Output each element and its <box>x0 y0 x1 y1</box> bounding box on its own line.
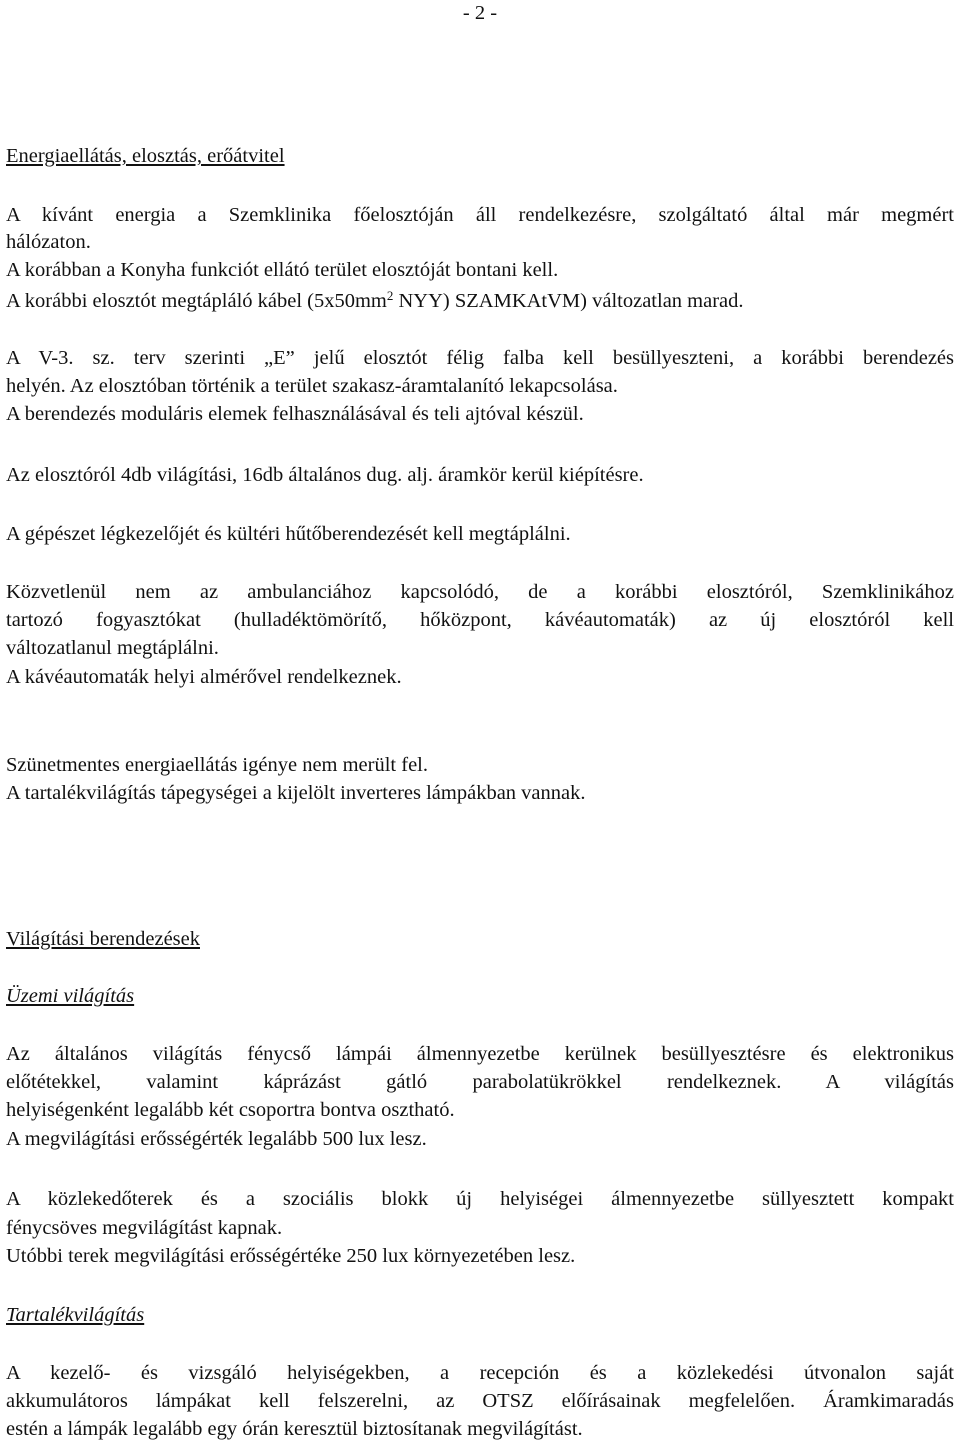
superscript: 2 <box>386 288 394 303</box>
paragraph-line: akkumulátoros lámpákat kell felszerelni, az OTSZ előírásainak megfelelően. Áramkimaradás <box>6 1390 954 1412</box>
page-number: - 2 - <box>462 2 498 24</box>
paragraph-line: változatlanul megtáplálni. <box>6 637 219 659</box>
paragraph-line: A megvilágítási erősségérték legalább 500 lux lesz. <box>6 1128 427 1150</box>
subheading-operational-lighting: Üzemi világítás <box>6 985 135 1007</box>
paragraph-line: Az általános világítás fénycső lámpái álmennyezetbe kerülnek besüllyesztésre és elektronikus <box>6 1043 954 1065</box>
section-heading-power: Energiaellátás, elosztás, erőátvitel <box>6 145 285 167</box>
paragraph-line: Közvetlenül nem az ambulanciához kapcsolódó, de a korábbi elosztóról, Szemklinikához <box>6 581 954 603</box>
subheading-emergency-lighting: Tartalékvilágítás <box>6 1304 145 1326</box>
section-heading-lighting: Világítási berendezések <box>6 928 200 950</box>
paragraph-line: A kávéautomaták helyi almérővel rendelkeznek. <box>6 666 402 688</box>
paragraph-line: A korábban a Konyha funkciót ellátó terület elosztóját bontani kell. <box>6 259 559 281</box>
paragraph-line: Utóbbi terek megvilágítási erősségértéke 250 lux környezetében lesz. <box>6 1245 576 1267</box>
paragraph-line: helyiségenként legalább két csoportra bontva osztható. <box>6 1099 455 1121</box>
cable-text-end: NYY) SZAMKAtVM) változatlan marad. <box>393 290 744 312</box>
paragraph-line: Az elosztóról 4db világítási, 16db általános dug. alj. áramkör kerül kiépítésre. <box>6 464 644 486</box>
paragraph-line: hálózaton. <box>6 231 91 253</box>
paragraph-line: A gépészet légkezelőjét és kültéri hűtőberendezését kell megtáplálni. <box>6 523 571 545</box>
paragraph-line: A kezelő- és vizsgáló helyiségekben, a recepción és a közlekedési útvonalon saját <box>6 1362 954 1384</box>
paragraph-line: Szünetmentes energiaellátás igénye nem merült fel. <box>6 754 428 776</box>
paragraph-line: estén a lámpák legalább egy órán keresztül biztosítanak megvilágítást. <box>6 1418 583 1440</box>
paragraph-line: A berendezés moduláris elemek felhasználásával és teli ajtóval készül. <box>6 403 584 425</box>
paragraph-line: A kívánt energia a Szemklinika főelosztóján áll rendelkezésre, szolgáltató által már megmért <box>6 204 954 226</box>
paragraph-line: fénycsöves megvilágítást kapnak. <box>6 1217 283 1239</box>
paragraph-line: tartozó fogyasztókat (hulladéktömörítő, hőközpont, kávéautomaták) az új elosztóról kell <box>6 609 954 631</box>
paragraph-line: A V-3. sz. terv szerinti „E” jelű elosztót félig falba kell besüllyeszteni, a korábbi berendezés <box>6 347 954 369</box>
paragraph-line: A közlekedőterek és a szociális blokk új helyiségei álmennyezetbe süllyesztett kompakt <box>6 1188 954 1210</box>
cable-text: A korábbi elosztót megtápláló kábel (5x50mm <box>6 290 387 312</box>
paragraph-line: A tartalékvilágítás tápegységei a kijelölt inverteres lámpákban vannak. <box>6 782 586 804</box>
paragraph-line: helyén. Az elosztóban történik a terület szakasz-áramtalanító lekapcsolása. <box>6 375 618 397</box>
paragraph-line <box>6 288 954 314</box>
paragraph-line: előtétekkel, valamint káprázást gátló parabolatükrökkel rendelkeznek. A világítás <box>6 1071 954 1093</box>
